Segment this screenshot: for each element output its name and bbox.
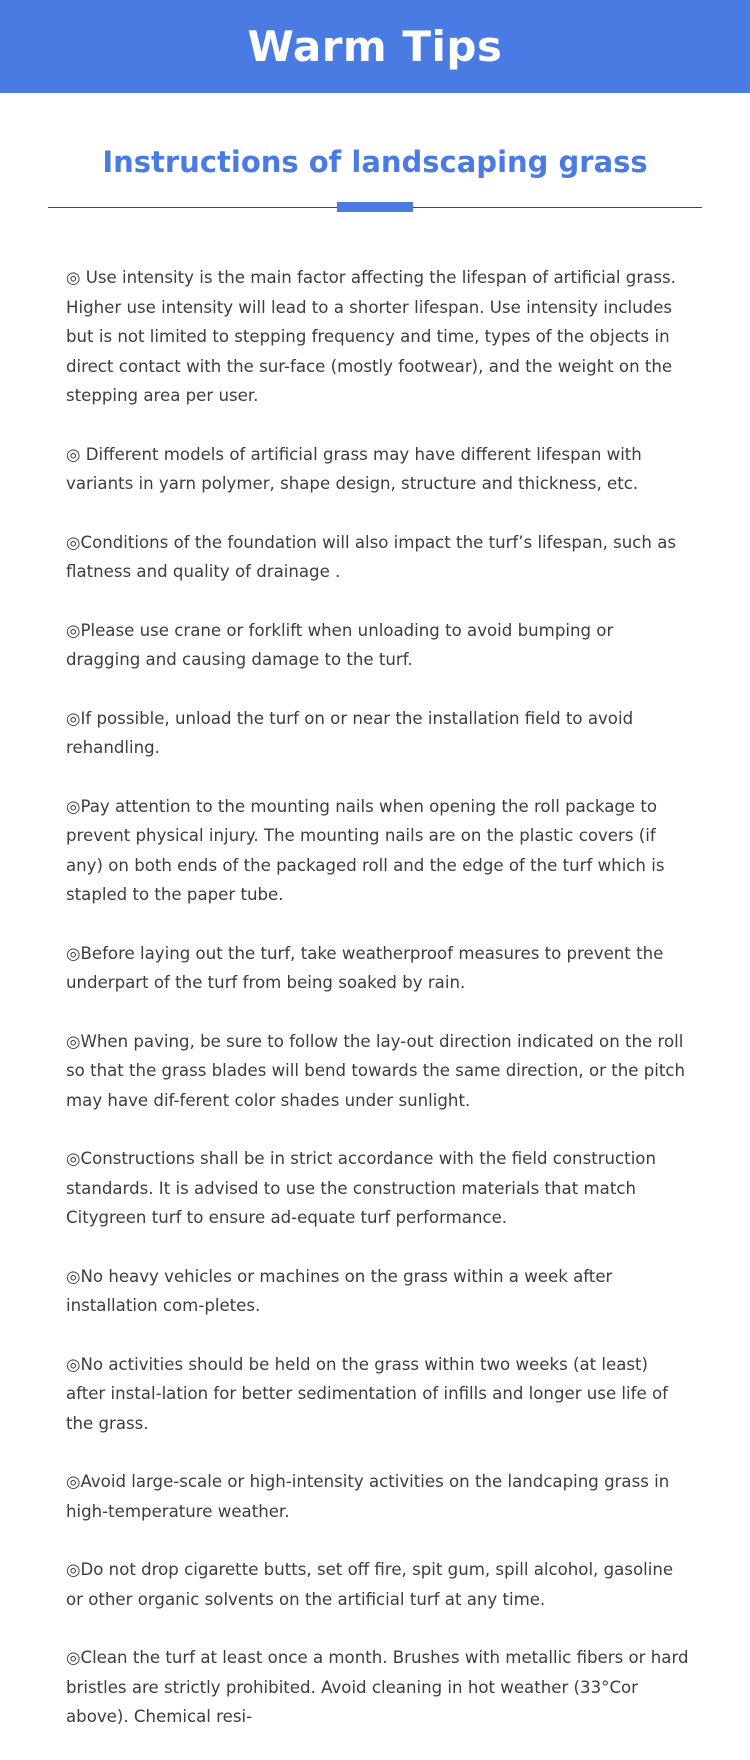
tip-paragraph: ◎Please use crane or forklift when unloading to avoid bumping or dragging and causing damage to the turf. [66, 620, 614, 669]
divider-accent-bar [337, 202, 413, 212]
tip-paragraph: ◎No activities should be held on the grass within two weeks (at least) after instal-lation for better sedimentation of infills and longer use life of the grass. [66, 1354, 668, 1433]
tip-paragraph: ◎If possible, unload the turf on or near the installation field to avoid rehandling. [66, 708, 634, 757]
tip-paragraph: ◎ Use intensity is the main factor affecting the lifespan of artificial grass. Higher use intensity will lead to a shorter lifespan. Use intensity includes but is not limited to stepping frequency and time, types of the objects in direct contact with the sur-face (mostly footwear), and the weight on the stepping area per user. [66, 268, 676, 405]
page-title: Warm Tips [247, 22, 503, 71]
title-divider [48, 201, 702, 213]
tip-paragraph: ◎Clean the turf at least once a month. Brushes with metallic fibers or hard bristles are strictly prohibited. Avoid cleaning in hot weather (33°Cor above). Chemical resi- [66, 1648, 689, 1726]
tip-paragraph: ◎Constructions shall be in strict accordance with the field construction standards. It is advised to use the construction materials that match Citygreen turf to ensure ad-equate turf performance. [66, 1149, 656, 1227]
tip-paragraph: ◎Avoid large-scale or high-intensity activities on the landcaping grass in high-temperature weather. [66, 1472, 670, 1521]
tip-paragraph: ◎When paving, be sure to follow the lay-out direction indicated on the roll so that the grass blades will bend towards the same direction, or the pitch may have dif-ferent color shades under sunlight. [66, 1031, 686, 1110]
header-banner [0, 0, 750, 93]
tip-paragraph: ◎No heavy vehicles or machines on the grass within a week after installation com-pletes. [66, 1266, 613, 1315]
tip-paragraph: ◎Do not drop cigarette butts, set off fire, spit gum, spill alcohol, gasoline or other organic solvents on the artificial turf at any time. [66, 1560, 674, 1609]
tip-paragraph: ◎Pay attention to the mounting nails when opening the roll package to prevent physical injury. The mounting nails are on the plastic covers (if any) on both ends of the packaged roll and the edge of the turf which is stapled to the paper tube. [66, 796, 665, 904]
section-title: Instructions of landscaping grass [102, 145, 648, 179]
tip-paragraph: ◎ Different models of artificial grass may have different lifespan with variants in yarn polymer, shape design, structure and thickness, etc. [66, 444, 642, 493]
tip-paragraph: ◎Conditions of the foundation will also impact the turf’s lifespan, such as flatness and quality of drainage . [66, 532, 677, 581]
tip-paragraph: ◎Before laying out the turf, take weatherproof measures to prevent the underpart of the turf from being soaked by rain. [66, 943, 664, 992]
tips-list [66, 263, 692, 1732]
